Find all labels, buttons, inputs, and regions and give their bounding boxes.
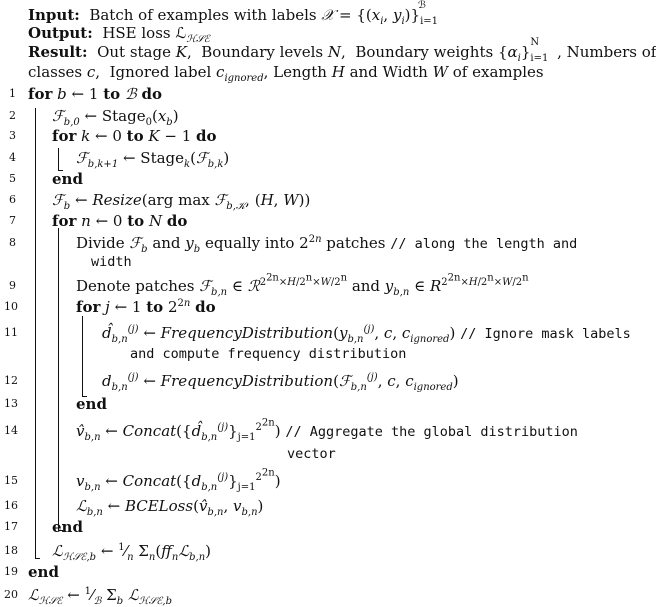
result-line-2 (28, 61, 544, 83)
result-line-1 (28, 37, 656, 64)
line-number: 9 (9, 279, 16, 292)
algo-line-cont (0, 251, 631, 273)
line-number: 1 (9, 87, 16, 100)
line-number: 17 (4, 520, 18, 533)
line-number: 5 (9, 172, 16, 185)
comment: // Ignore mask labels (460, 326, 631, 342)
line-number: 10 (4, 300, 18, 313)
algo-line: 16 ℒ$_{b,n}$ ← $BCELoss(v̂_{b,n}$, $v_{b,n}$) (4, 497, 264, 518)
line-number: 14 (4, 424, 18, 437)
algo-line: 12 $d_{b,n}^{(j)}$ ← FrequencyDistribution(ℱ$_{b,n}^{(j)}$, c, $c_{ignored}$) (4, 372, 459, 393)
input-label: Input: (28, 6, 80, 24)
line-number: 4 (9, 151, 16, 164)
output-text: HSE loss ℒ$_{ℋ𝒮ℰ}$ (97, 24, 210, 45)
algo-line: 14 $v̂_{b,n}$ ← $Concat(\{d̂_{b,n}^{(j)}\}_{j=1}^{2^{2n}})$ // Aggregate the global distribution (4, 417, 578, 443)
algo-line: 6 ℱ$_b$ ← Resize(arg max ℱ$_{b,𝒦}$, (H, W)) (0, 189, 631, 211)
comment: vector (287, 446, 336, 462)
algo-line: 15 $v_{b,n}$ ← $Concat(\{d_{b,n}^{(j)}\}_{j=1}^{2^{2n}})$ (4, 467, 281, 493)
line-number: 16 (4, 499, 18, 512)
algo-line: 20 ℒ$_{ℋ𝒮ℰ}$ ← $^1⁄_ℬ$ $\Sigma_b$ ℒ$_{ℋ𝒮ℰ,b}$ (4, 586, 173, 607)
line-number: 20 (4, 588, 18, 601)
comment: width (91, 254, 132, 270)
algo-line: 18 ℒ$_{ℋ𝒮ℰ,b}$ ← $^1⁄_n$ $\Sigma_n(ff_nℒ_{b,n})$ (4, 542, 212, 563)
algo-line: 10 for j ← 1 to $2^{2n}$ do (4, 298, 216, 316)
line-number: 12 (4, 374, 18, 387)
line-number: 2 (9, 109, 16, 122)
line-number: 18 (4, 544, 18, 557)
comment: and compute frequency distribution (130, 346, 407, 362)
algo-line: 7 for n ← 0 to N do (0, 210, 631, 232)
algo-line: 5 end (0, 168, 631, 190)
comment: // along the length and (390, 236, 578, 252)
comment: // Aggregate the global distribution (285, 424, 578, 440)
algo-line: 9 Denote patches ℱ$_{b,n}$ ∈ ℛ$^{2^{2n}\times H/2^n\times W/2^n}$ and $y_{b,n}$ ∈ $R^{2^{2n}\times H/2^n\times W/2^n}$ (0, 275, 631, 297)
algo-line: 1 for b ← 1 to ℬ do (0, 83, 631, 105)
algo-line-cont (0, 343, 631, 365)
algo-line: 3 for k ← 0 to K − 1 do (0, 125, 631, 147)
algo-line: 13 end (4, 395, 107, 413)
line-number: 6 (9, 193, 16, 206)
result-label: Result: (28, 43, 88, 61)
line-number: 8 (9, 236, 16, 249)
line-number: 13 (4, 397, 18, 410)
line-number: 7 (9, 214, 16, 227)
algo-line: 19 end (4, 563, 59, 581)
algo-line: 8 Divide ℱ$_b$ and $y_b$ equally into $2^{2n}$ patches // along the length and (0, 232, 631, 254)
algo-line: 4 ℱ$_{b,k+1}$ ← Stage$_k$(ℱ$_{b,k}$) (0, 147, 631, 169)
line-number: 3 (9, 129, 16, 142)
algo-line: 2 ℱ$_{b,0}$ ← $Stage_0(x_b)$ (0, 105, 631, 127)
line-number: 11 (4, 326, 18, 339)
output-label: Output: (28, 24, 93, 42)
result-text-1: Out stage K, Boundary levels N, Boundary weights $\{\alpha_i\}_{i=1}^N$, Numbers of (92, 37, 656, 64)
result-text-2: classes c, Ignored label $c_{ignored}$, Length H and Width W of examples (28, 63, 544, 84)
algo-line-cont (0, 443, 631, 465)
algo-line: 11 $d̂_{b,n}^{(j)}$ ← $FrequencyDistribution(y_{b,n}^{(j)}$, c, $c_{ignored}$) // Ignore mask labels (4, 324, 631, 345)
line-number: 19 (4, 565, 18, 578)
line-number: 15 (4, 474, 18, 487)
algo-line: 17 end (4, 518, 83, 536)
input-text: Batch of examples with labels 𝒳 = {($x_i$, $y_i)\}_{i=1}^ℬ$ (84, 0, 439, 27)
